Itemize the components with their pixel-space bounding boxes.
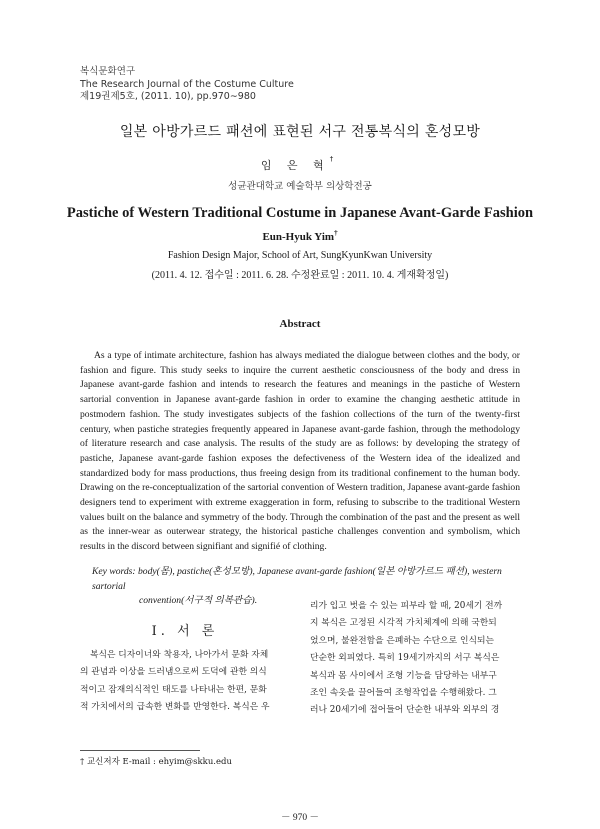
journal-name-korean: 복식문화연구 (80, 66, 136, 77)
author-name-english-text: Eun-Hyuk Yim (262, 231, 335, 243)
author-name-korean-text: 임 은 혁 (260, 159, 330, 172)
author-name-english (0, 231, 600, 243)
keywords-line-2: convention(서구적 의복관습). (139, 595, 258, 606)
submission-dates: (2011. 4. 12. 접수일 : 2011. 6. 28. 수정완료일 : 2011. 10. 4. 게재확정일) (151, 270, 449, 281)
affiliation-korean: 성균관대학교 예술학부 의상학전공 (228, 181, 372, 192)
body-line: 지 복식은 고정된 시각적 가치체계에 의해 국한되 (310, 618, 497, 629)
body-line: 의 관념과 이상을 드러냄으로써 도덕에 관한 의식 (80, 667, 267, 678)
journal-volume-info: 제19권제5호, (2011. 10), pp.970∼980 (80, 91, 256, 102)
body-line: 러나 20세기에 접어들어 단순한 내부와 외부의 경 (310, 705, 500, 716)
body-column-left (80, 647, 290, 717)
body-line: 리가 입고 벗을 수 있는 피부라 할 때, 20세기 전까 (310, 601, 503, 611)
body-line: 복식은 디자이너와 착용자, 나아가서 문화 자체 (90, 650, 269, 660)
page-number: － 970 － (280, 813, 319, 823)
journal-header (80, 66, 294, 104)
journal-name-english: The Research Journal of the Costume Culture (80, 78, 294, 90)
abstract-body: As a type of intimate architecture, fashion has always mediated the dialogue between clothes and the body, or fashion and figure. This study seeks to inquire the current aesthetic consciousness of the body and dress in Japanese avant-garde fashion and intends to research the features and meanings in the pastiche of Western sartorial convention in Japanese avant-garde fashion in order to examine the changing aesthetic attitude in postmodern fashion. The study investigates subjects of the fashion collections of the turn of the twenty-first century, when pastiche strategies frequently appeared in Japanese avant-garde fashion, through the methodology of literature research and case analysis. The results of the study are as follows: by developing the strategy of pastiche, Japanese avant-garde fashion exposes the defectiveness of the Western idea of the idealized and standardized body for mass productions, thus freeing design from its traditional confinement to the human body. Drawing on the re-conceptualization of the sartorial convention of Western tradition, Japanese avant-garde fashion designers tend to experiment with extreme exaggeration in form, refusing to subscribe to the traditional Western values built on the balance and symmetry of the body. Through the combination of the past and the present as well as the inner-wear as outerwear strategy, the historical pastiche challenges convention and symbolism, which results in the discord between signifiant and signifié of clothing. (80, 350, 520, 553)
body-line: 복식과 몸 사이에서 조형 기능을 담당하는 내부구 (310, 670, 497, 681)
paper-title-english: Pastiche of Western Traditional Costume in Japanese Avant-Garde Fashion (66, 205, 534, 221)
body-line: 적 가치에서의 급속한 변화를 반영한다. 복식은 우 (80, 702, 270, 713)
corresponding-author-mark: † (329, 155, 340, 163)
body-line: 적이고 잠재의식적인 태도를 나타내는 한편, 문화 (80, 684, 267, 695)
footnote-divider (80, 750, 200, 751)
keywords-line-1: Key words: body(몸), pastiche(혼성모방), Japanese avant-garde fashion(일본 아방가르드 패션), western sartorial (92, 566, 502, 592)
body-column-right (310, 598, 522, 720)
body-line: 단순한 외피였다. 특히 19세기까지의 서구 복식은 (310, 653, 500, 664)
footnote-corresponding-author: † 교신저자 E-mail : ehyim@skku.edu (80, 757, 232, 767)
body-line: 조인 속옷을 끌어들여 조형작업을 수행해왔다. 그 (310, 688, 497, 699)
section-heading-introduction: Ⅰ. 서 론 (151, 624, 219, 639)
affiliation-english: Fashion Design Major, School of Art, SungKyunKwan University (167, 250, 433, 261)
corresponding-author-mark-english: † (334, 229, 338, 237)
author-name-korean (0, 157, 600, 173)
body-line: 었으며, 불완전함을 은폐하는 수단으로 인식되는 (310, 635, 494, 646)
paper-title-korean: 일본 아방가르드 패션에 표현된 서구 전통복식의 혼성모방 (119, 124, 481, 140)
abstract-heading: Abstract (279, 318, 321, 330)
